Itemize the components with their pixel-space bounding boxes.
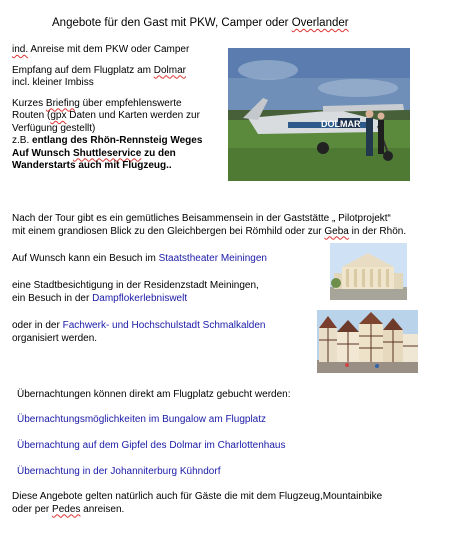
intro-line-6: Verfügung gestellt) [12,122,96,134]
footer-line-1: Diese Angebote gelten natürlich auch für Gäste die mit dem Flugzeug,Mountainbike [12,491,383,502]
town-photo [317,310,418,373]
theater-photo [330,243,407,300]
overnight-heading: Übernachtungen können direkt am Flugplatz gebucht werden: [17,389,291,400]
overnight-link-charlottenhaus[interactable]: Übernachtung auf dem Gipfel des Dolmar im Charlottenhaus [17,440,286,451]
fachwerk-text [12,320,265,345]
intro-line-1: ind. Anreise mit dem PKW oder Camper [12,44,190,55]
airplane-photo [228,48,410,181]
intro-text [12,44,202,173]
intro-line-7: z.B. entlang des Rhön-Rennsteig Weges [12,135,203,146]
dampflok-link[interactable]: Dampflokerlebniswelt [92,292,188,304]
tour-text [12,213,406,238]
intro-line-4: Kurzes Briefing über empfehlenswerte [12,97,182,109]
city-text [12,280,259,305]
intro-line-5: Routen (gpx Daten und Karten werden zur [12,110,200,121]
schmalkalden-link[interactable]: Fachwerk- und Hochschulstadt Schmalkalden [62,320,266,331]
overnight-link-johanniterburg[interactable]: Übernachtung in der Johanniterburg Kühndorf [17,466,221,477]
intro-line-2: Empfang auf dem Flugplatz am Dolmar [12,64,186,76]
intro-line-3: incl. kleiner Imbiss [12,77,94,88]
fachwerk-line-2: organisiert werden. [12,332,98,344]
footer-text [12,491,382,516]
city-line-2: ein Besuch in der Dampflokerlebniswelt [12,292,188,304]
footer-line-2: oder per Pedes anreisen. [12,503,125,515]
city-line-1: eine Stadtbesichtigung in der Residenzstadt Meiningen, [12,280,259,291]
tour-line-2: mit einem grandiosen Blick zu den Gleichbergen bei Römhild oder zur Geba in der Rhön. [12,225,407,237]
intro-line-9: Wanderstarts auch mit Flugzeug.. [12,160,172,171]
tour-line-1: Nach der Tour gibt es ein gemütliches Beisammensein in der Gaststätte „ Pilotprojekt“ [12,213,391,224]
fachwerk-line-1: oder in der Fachwerk- und Hochschulstadt Schmalkalden [12,320,266,331]
plane-logo-text: DOLMAR [321,119,361,129]
page-title: Angebote für den Gast mit PKW, Camper oder Overlander [52,17,349,29]
theater-link[interactable]: Staatstheater Meiningen [158,253,267,264]
overnight-link-bungalow[interactable]: Übernachtungsmöglichkeiten im Bungalow am Flugplatz [17,414,267,425]
theater-text: Auf Wunsch kann ein Besuch im Staatstheater Meiningen [12,253,267,264]
intro-line-8: Auf Wunsch Shuttleservice zu den [12,147,176,159]
